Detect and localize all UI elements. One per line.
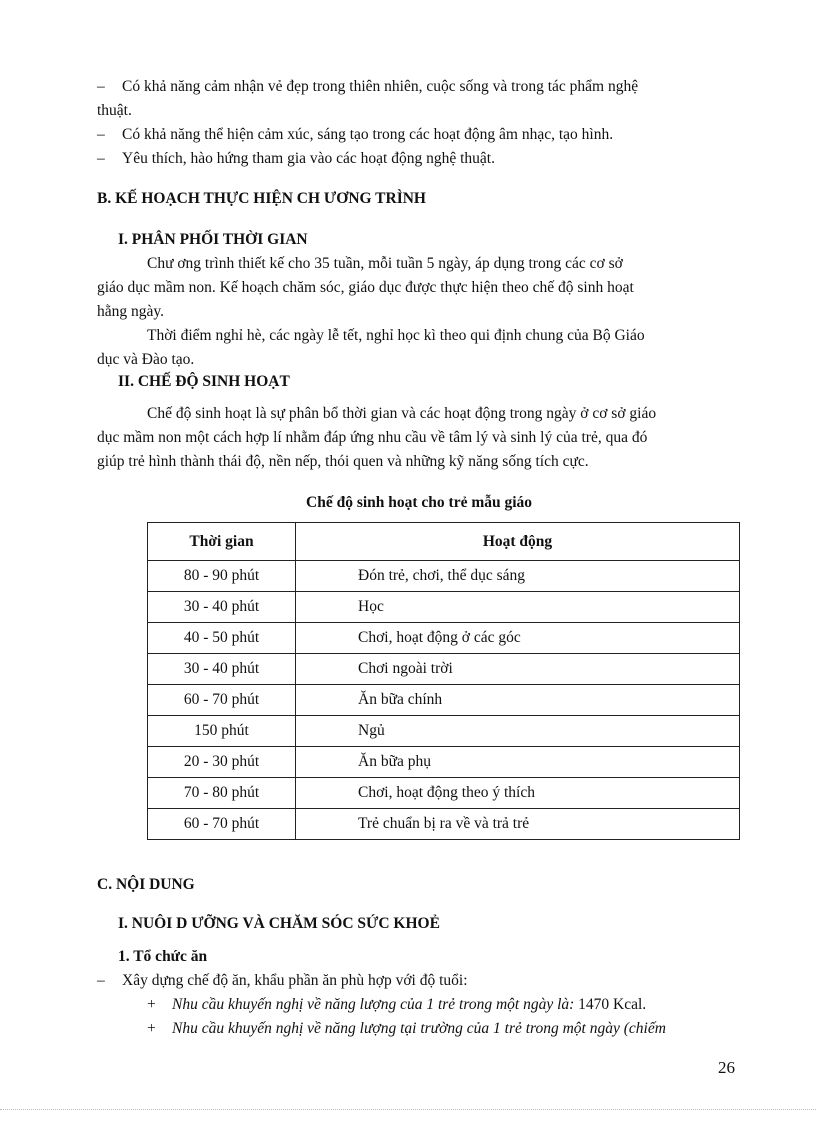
section-c-part1-heading: I. NUÔI D ƯỠNG VÀ CHĂM SÓC SỨC KHOẺ bbox=[118, 915, 440, 932]
activity-cell: Trẻ chuẩn bị ra về và trả trẻ bbox=[296, 809, 740, 840]
page-bottom-rule bbox=[0, 1109, 816, 1110]
paragraph-line: Chế độ sinh hoạt là sự phân bổ thời gian và các hoạt động trong ngày ở cơ sở giáo bbox=[147, 405, 657, 422]
table-row bbox=[148, 685, 740, 716]
table-row bbox=[148, 809, 740, 840]
paragraph-line: Thời điểm nghỉ hè, các ngày lễ tết, nghỉ học kì theo qui định chung của Bộ Giáo bbox=[147, 327, 645, 344]
activity-cell: Chơi, hoạt động ở các góc bbox=[296, 623, 740, 654]
header-activity: Hoạt động bbox=[296, 523, 740, 561]
activity-cell: Đón trẻ, chơi, thể dục sáng bbox=[296, 561, 740, 592]
section-b-part1-heading: I. PHÂN PHỐI THỜI GIAN bbox=[118, 231, 308, 248]
plus-item-value: 1470 Kcal. bbox=[574, 996, 647, 1013]
paragraph-line: giúp trẻ hình thành thái độ, nền nếp, thói quen và những kỹ năng sống tích cực. bbox=[97, 453, 589, 470]
dash-marker: – bbox=[97, 972, 105, 989]
activity-cell: Ngủ bbox=[296, 716, 740, 747]
activity-cell: Học bbox=[296, 592, 740, 623]
section-c-heading: C. NỘI DUNG bbox=[97, 876, 195, 893]
time-cell: 60 - 70 phút bbox=[148, 685, 296, 716]
header-time: Thời gian bbox=[148, 523, 296, 561]
paragraph-line: dục và Đào tạo. bbox=[97, 351, 195, 368]
table-row bbox=[148, 654, 740, 685]
section-c-sub1-heading: 1. Tổ chức ăn bbox=[118, 948, 208, 965]
bullet-text-cont: thuật. bbox=[97, 102, 132, 119]
bullet-text: Có khả năng cảm nhận vẻ đẹp trong thiên nhiên, cuộc sống và trong tác phẩm nghệ bbox=[122, 78, 639, 95]
bullet-text: Xây dựng chế độ ăn, khẩu phần ăn phù hợp với độ tuổi: bbox=[122, 972, 468, 989]
plus-marker: + bbox=[147, 996, 156, 1013]
plus-item-italic: Nhu cầu khuyến nghị về năng lượng tại trường của 1 trẻ trong một ngày (chiếm bbox=[172, 1020, 666, 1037]
activity-cell: Ăn bữa chính bbox=[296, 685, 740, 716]
table-row bbox=[148, 778, 740, 809]
dash-marker: – bbox=[97, 126, 105, 143]
time-cell: 150 phút bbox=[148, 716, 296, 747]
plus-item-text bbox=[172, 995, 646, 1015]
dash-marker: – bbox=[97, 150, 105, 167]
time-cell: 20 - 30 phút bbox=[148, 747, 296, 778]
table-row bbox=[148, 623, 740, 654]
time-cell: 70 - 80 phút bbox=[148, 778, 296, 809]
page-number: 26 bbox=[718, 1058, 735, 1077]
table-header-row bbox=[148, 523, 740, 561]
table-row bbox=[148, 592, 740, 623]
plus-marker: + bbox=[147, 1020, 156, 1037]
plus-item-text bbox=[172, 1019, 666, 1039]
time-cell: 30 - 40 phút bbox=[148, 592, 296, 623]
activity-cell: Chơi ngoài trời bbox=[296, 654, 740, 685]
paragraph-line: Chư ơng trình thiết kế cho 35 tuần, mỗi tuần 5 ngày, áp dụng trong các cơ sở bbox=[147, 255, 623, 272]
time-cell: 40 - 50 phút bbox=[148, 623, 296, 654]
table-row bbox=[148, 747, 740, 778]
time-cell: 60 - 70 phút bbox=[148, 809, 296, 840]
section-b-part2-heading: II. CHẾ ĐỘ SINH HOẠT bbox=[118, 373, 290, 390]
bullet-text: Yêu thích, hào hứng tham gia vào các hoạt động nghệ thuật. bbox=[122, 150, 495, 167]
table-caption: Chế độ sinh hoạt cho trẻ mẫu giáo bbox=[306, 494, 533, 511]
activity-cell: Chơi, hoạt động theo ý thích bbox=[296, 778, 740, 809]
time-cell: 80 - 90 phút bbox=[148, 561, 296, 592]
schedule-table bbox=[147, 522, 740, 840]
paragraph-line: giáo dục mầm non. Kế hoạch chăm sóc, giáo dục được thực hiện theo chế độ sinh hoạt bbox=[97, 279, 634, 296]
time-cell: 30 - 40 phút bbox=[148, 654, 296, 685]
paragraph-line: dục mầm non một cách hợp lí nhằm đáp ứng nhu cầu về tâm lý và sinh lý của trẻ, qua đó bbox=[97, 429, 648, 446]
table-row bbox=[148, 716, 740, 747]
table-row bbox=[148, 561, 740, 592]
bullet-text: Có khả năng thể hiện cảm xúc, sáng tạo trong các hoạt động âm nhạc, tạo hình. bbox=[122, 126, 614, 143]
dash-marker: – bbox=[97, 78, 105, 95]
activity-cell: Ăn bữa phụ bbox=[296, 747, 740, 778]
paragraph-line: hằng ngày. bbox=[97, 303, 165, 320]
section-b-heading: B. KẾ HOẠCH THỰC HIỆN CH ƯƠNG TRÌNH bbox=[97, 190, 426, 207]
plus-item-italic: Nhu cầu khuyến nghị về năng lượng của 1 trẻ trong một ngày là: bbox=[172, 996, 575, 1013]
